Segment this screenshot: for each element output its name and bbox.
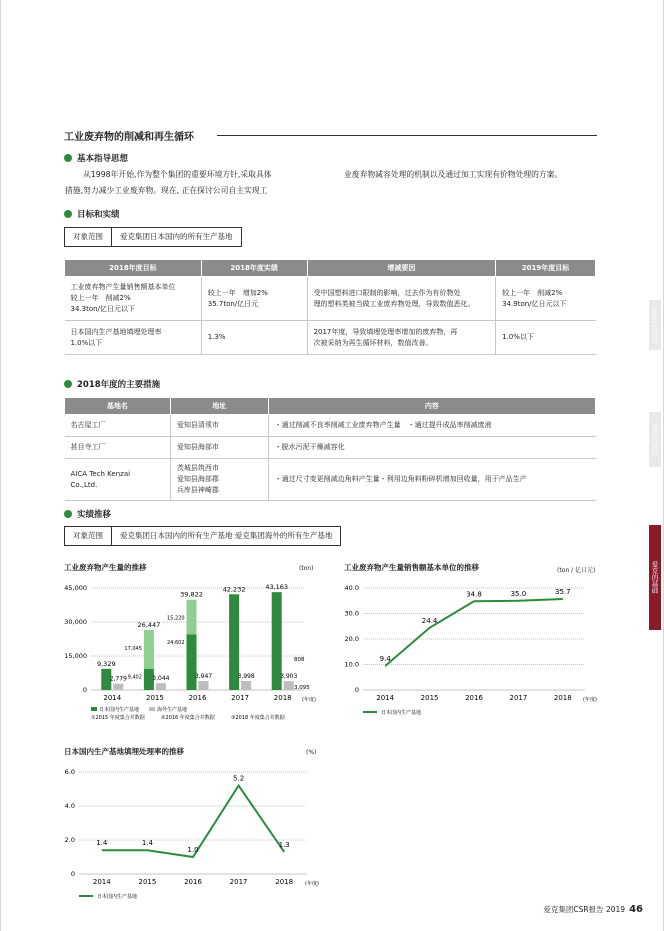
landfill-rate-line-chart <box>59 758 324 908</box>
data-label: 1.0 <box>187 846 199 854</box>
chart1-unit: (ton) <box>299 565 314 572</box>
cell-line: 较上一年 削减2% <box>502 288 563 297</box>
cell-line: 较上一年 增加2% <box>207 288 268 297</box>
guideline-text-right-1: 业废弃物减容处理的机制以及通过加工实现有价物处理的方案。 <box>344 170 563 179</box>
y-tick-label: 0 <box>82 686 87 694</box>
x-suffix: (年度) <box>583 697 597 703</box>
guideline-heading-text: 基本指导思想 <box>77 154 129 164</box>
bar-value-label: 2,779 <box>109 675 127 683</box>
data-label: 35.0 <box>510 589 527 598</box>
chart1-title: 工业废弃物产生量的推移 <box>64 563 147 572</box>
x-tick-label: 2017 <box>231 694 250 702</box>
scope-value: 爱克集团日本国内的所有生产基地 <box>120 232 233 241</box>
bar-value-label: 3,044 <box>152 675 170 683</box>
bar-japan-added <box>187 600 197 634</box>
cell-line: 兵库县神崎郡 <box>176 486 219 494</box>
legend-swatch-overseas <box>149 707 155 711</box>
bar-value-label: 42,232 <box>222 585 246 594</box>
bullet-dot-icon <box>64 510 72 518</box>
site-cell: 名古屋工厂 <box>65 415 171 437</box>
side-tab-label: 爱克的基础 <box>650 423 659 456</box>
trend-heading-text: 实绩推移 <box>77 510 112 520</box>
header-cell: 2018年度目标 <box>65 260 202 277</box>
footer-report-name: 爱克集团CSR报告 2019 <box>543 905 626 914</box>
x-tick-label: 2016 <box>465 694 483 702</box>
footer <box>543 904 643 915</box>
bar-value-label: 26,447 <box>137 621 161 630</box>
cell-line: 茨城县筑西市 <box>176 464 219 472</box>
x-tick-label: 2015 <box>138 878 157 886</box>
chart3-title: 日本国内生产基地填埋处理率的推移 <box>64 747 184 756</box>
cell-line: 1.0%以下 <box>502 333 534 341</box>
address-cell: 爱知县清须市 <box>170 415 268 437</box>
target-cell <box>65 321 202 355</box>
y-tick-label: 45,000 <box>64 584 87 592</box>
data-label: 1.4 <box>96 839 108 848</box>
legend-note: ①2015 年度集合并数据 <box>91 715 145 721</box>
address-cell: 爱知县海部市 <box>170 437 268 459</box>
x-suffix: (年度) <box>305 881 319 887</box>
bar-overseas <box>241 681 251 690</box>
bar-value-label: 39,822 <box>180 590 203 599</box>
next-target-cell <box>496 277 596 321</box>
cell-line: 2017年度，导致填埋处理率增加的废弃物，再 <box>313 327 458 336</box>
guideline-text-left-2: 措施,努力减少工业废弃物。现在, 正在探讨公司自主实现工 <box>65 186 268 195</box>
bar-value-label: 9,329 <box>96 659 116 668</box>
content-cell: ・通过尺寸变更削减边角料产生量・利用边角料粉碎机增加回收量，用于产品生产 <box>268 459 595 501</box>
reason-cell <box>307 277 496 321</box>
title-rule <box>217 135 597 136</box>
x-tick-label: 2016 <box>184 878 202 886</box>
header-cell: 内容 <box>268 398 595 415</box>
y-tick-label: 6.0 <box>64 768 75 776</box>
guideline-heading <box>64 152 128 164</box>
scope-label: 对象范围 <box>65 527 112 545</box>
bar-value-label: 3,947 <box>194 673 213 681</box>
y-tick-label: 0 <box>70 870 75 878</box>
bar-value-label: 3,903 <box>280 673 298 681</box>
data-label: 34.8 <box>466 590 482 599</box>
x-tick-label: 2018 <box>275 878 294 886</box>
cell-line: 日本国内生产基地填埋处理率 <box>70 327 162 336</box>
chart3-unit: (%) <box>306 749 317 756</box>
series-line <box>385 599 563 666</box>
x-tick-label: 2014 <box>376 694 395 702</box>
bar-overseas <box>284 681 294 690</box>
target-cell <box>65 277 202 321</box>
section-title: 工业废弃物的削减和再生循环 <box>64 132 194 143</box>
waste-per-sales-line-chart <box>339 574 601 724</box>
cell-line: 次被采纳为再生循环材料，数值改善。 <box>313 338 433 347</box>
page-number: 46 <box>629 904 643 915</box>
bar-japan-base <box>187 634 197 690</box>
guideline-text-left-1: 从1998年开始,作为整个集团的重要环境方针,采取具体 <box>83 170 272 179</box>
measures-header-row <box>65 398 596 415</box>
site-cell <box>65 459 171 501</box>
targets-header-row <box>65 260 596 277</box>
next-target-cell <box>496 321 596 355</box>
bar-detail-label: 15,220 <box>167 615 185 622</box>
legend-swatch-japan <box>91 707 97 711</box>
table-row <box>65 321 596 355</box>
x-tick-label: 2018 <box>553 694 572 702</box>
legend-note: ③2018 年度集合并数据 <box>231 715 285 721</box>
cell-line: 工业废弃物产生量销售额基本单位 <box>70 283 176 291</box>
content-cell: ・通过削减不良率削减工业废弃物产生量 ・通过提升成品率削减废液 <box>268 415 595 437</box>
cell-line: 1.3% <box>207 333 226 341</box>
y-tick-label: 2.0 <box>64 836 75 844</box>
x-tick-label: 2014 <box>92 878 111 886</box>
trend-heading <box>64 508 111 520</box>
cell-line: 较上一年 削减2% <box>70 294 131 302</box>
result-cell <box>201 277 307 321</box>
y-tick-label: 40.0 <box>344 584 359 592</box>
cell-line: 34.9ton/亿日元以下 <box>502 299 567 308</box>
data-label: 9.4 <box>379 655 391 664</box>
legend-note: ②2016 年度集合并数据 <box>161 715 215 721</box>
y-tick-label: 10.0 <box>344 660 359 669</box>
targets-heading-text: 目标和实绩 <box>77 210 120 220</box>
header-cell: 地址 <box>170 398 268 415</box>
side-tab-active[interactable] <box>649 525 661 630</box>
x-tick-label: 2017 <box>229 878 248 886</box>
y-tick-label: 0 <box>354 686 359 694</box>
address-cell <box>170 459 268 501</box>
bar-detail-label: 24,602 <box>167 640 185 647</box>
bar-overseas <box>113 684 123 690</box>
side-tab-foundation[interactable] <box>649 412 661 467</box>
bar-detail-label: 17,045 <box>124 646 142 653</box>
cell-line: 35.7ton/亿日元 <box>207 299 259 308</box>
reason-cell <box>307 321 496 355</box>
cell-line: 受中国塑料进口限制的影响，过去作为有价物处 <box>313 288 461 297</box>
y-tick-label: 15,000 <box>64 652 87 660</box>
side-tab-label: About 爱克 <box>650 307 659 343</box>
site-cell: 甚目寺工厂 <box>65 437 171 459</box>
cell-line: 爱知县海部郡 <box>176 475 219 483</box>
header-cell: 增减要因 <box>307 260 496 277</box>
legend-label: 日本国内生产基地 <box>99 707 140 713</box>
data-label: 5.2 <box>233 774 245 783</box>
header-cell: 2018年度实绩 <box>201 260 307 277</box>
bullet-dot-icon <box>64 210 72 218</box>
bar-value-label: 43,163 <box>265 583 289 592</box>
waste-volume-bar-chart <box>59 574 324 724</box>
y-tick-label: 30.0 <box>344 609 359 618</box>
legend-label: 日本国内生产基地 <box>97 894 138 900</box>
chart2-unit: (ton / 亿日元) <box>557 567 596 574</box>
extra-label: 808 <box>294 657 305 664</box>
x-tick-label: 2018 <box>273 694 292 702</box>
data-label: 35.7 <box>555 587 571 596</box>
bullet-dot-icon <box>64 154 72 162</box>
x-tick-label: 2016 <box>188 694 207 702</box>
trend-scope-box <box>64 526 341 546</box>
targets-heading <box>64 208 120 220</box>
scope-value: 爱克集团日本国内的所有生产基地 爱克集团海外的所有生产基地 <box>120 531 333 540</box>
x-tick-label: 2017 <box>509 694 528 702</box>
cell-line: Co.,Ltd. <box>70 480 98 489</box>
targets-scope-box <box>64 227 242 247</box>
side-tab-label: 爱克的基础 <box>650 561 659 594</box>
header-cell: 基地名 <box>65 398 171 415</box>
side-tab-about[interactable] <box>649 300 661 350</box>
table-row <box>65 415 596 437</box>
content-cell: ・脱水污泥干燥减容化 <box>268 437 595 459</box>
measures-heading <box>64 378 160 390</box>
header-cell: 2019年度目标 <box>496 260 596 277</box>
cell-line: AICA Tech Kenzai <box>70 469 131 478</box>
x-tick-label: 2015 <box>420 694 439 702</box>
targets-table <box>64 259 596 355</box>
table-row <box>65 459 596 501</box>
extra-label: 3,095 <box>294 685 310 691</box>
table-row <box>65 277 596 321</box>
table-row <box>65 437 596 459</box>
bar-japan-added <box>144 630 154 669</box>
result-cell <box>201 321 307 355</box>
x-tick-label: 2015 <box>145 694 164 702</box>
bar-value-label: 3,998 <box>237 672 255 680</box>
x-tick-label: 2014 <box>103 694 122 702</box>
data-label: 1.3 <box>278 840 290 849</box>
y-tick-label: 30,000 <box>64 618 87 626</box>
scope-label: 对象范围 <box>65 228 112 246</box>
legend-label: 海外生产基地 <box>157 707 188 713</box>
data-label: 1.4 <box>141 839 153 848</box>
cell-line: 1.0%以下 <box>70 338 103 347</box>
legend-label: 日本国内生产基地 <box>381 710 422 716</box>
x-suffix: (年度) <box>302 697 316 703</box>
bar-overseas <box>199 681 209 690</box>
bullet-dot-icon <box>64 380 72 388</box>
chart2-title: 工业废弃物产生量销售额基本单位的推移 <box>344 563 479 572</box>
cell-line: 理的塑料类被当做工业废弃物处理，导致数值恶化。 <box>313 299 475 308</box>
measures-heading-text: 2018年度的主要措施 <box>77 380 161 390</box>
bar-detail-label: 9,402 <box>127 674 142 681</box>
y-tick-label: 20.0 <box>344 635 359 643</box>
measures-table <box>64 397 596 501</box>
y-tick-label: 4.0 <box>64 802 75 810</box>
cell-line: 34.3ton/亿日元以下 <box>70 305 135 313</box>
bar-overseas <box>156 683 166 690</box>
data-label: 24.4 <box>421 616 438 625</box>
